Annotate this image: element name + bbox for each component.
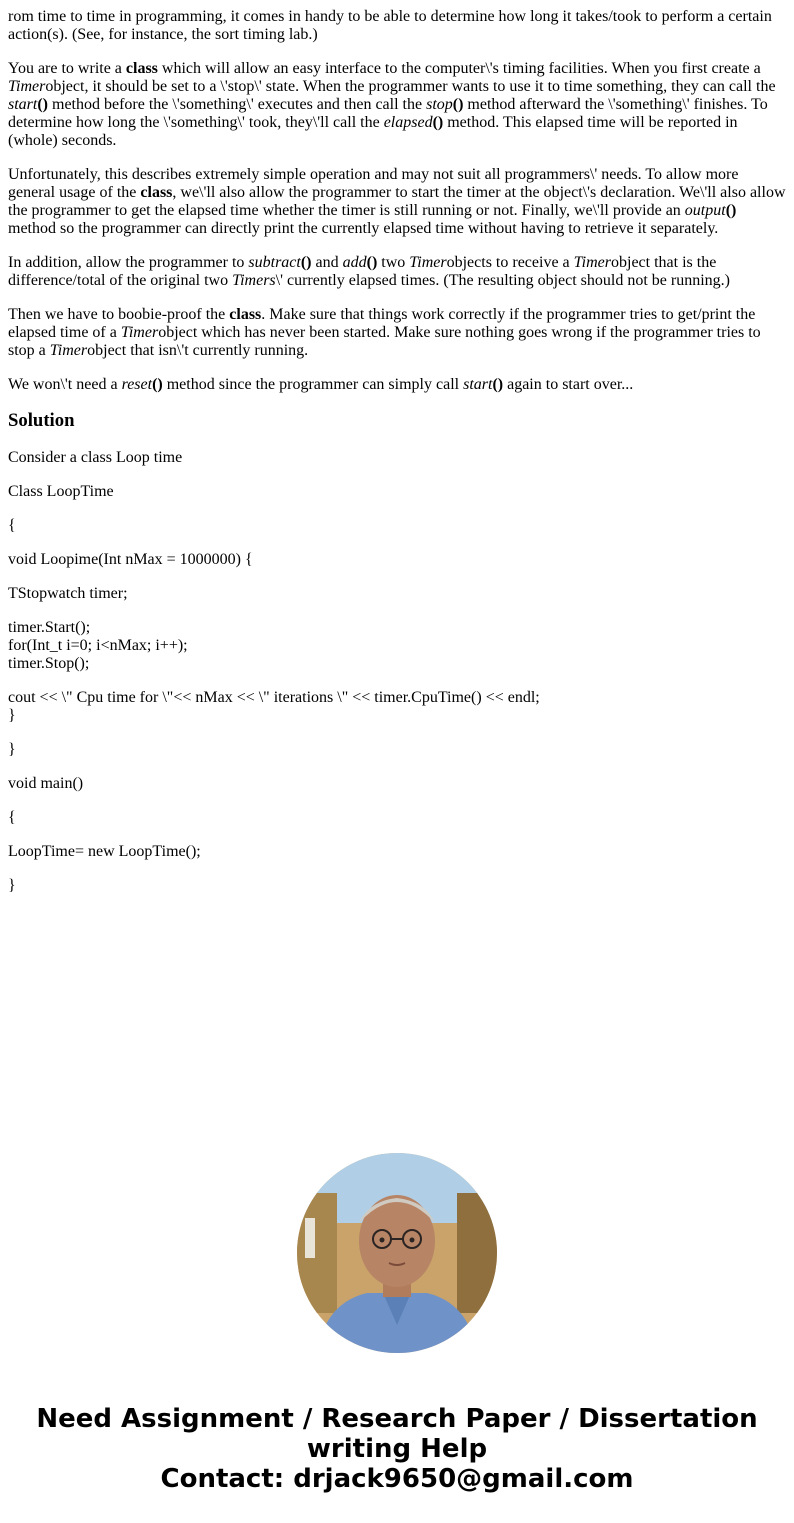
- text-run: (): [37, 96, 48, 113]
- text-run: (): [725, 202, 737, 219]
- ad-line-1: Need Assignment / Research Paper / Dissertation: [36, 1404, 758, 1434]
- code-line: }: [8, 707, 16, 724]
- text-run: subtract: [248, 254, 301, 271]
- text-run: Then we have to boobie-proof the: [8, 306, 230, 323]
- text-run: class: [229, 306, 262, 323]
- text-run: object which has never been started. Make sure nothing goes wrong if the programmer tries to stop a: [8, 324, 761, 359]
- document-body: [8, 8, 788, 911]
- code-line: for(Int_t i=0; i<nMax; i++);: [8, 637, 188, 654]
- text-run: . Make sure that things work correctly if the programmer tries to get/print the elapsed time of a: [8, 306, 756, 341]
- method-signature: void Loopime(Int nMax = 1000000) {: [8, 551, 253, 568]
- text-run: start: [463, 376, 493, 393]
- problem-paragraph-3: [8, 166, 788, 238]
- text-run: You are to write a: [8, 60, 126, 77]
- text-run: add: [342, 254, 367, 271]
- timer-code-block: [8, 619, 788, 673]
- text-run: Unfortunately, this describes extremely simple operation and may not suit all programmers\' needs. To allow more general usage of the: [8, 166, 739, 201]
- text-run: (): [152, 376, 163, 393]
- stopwatch-declaration: TStopwatch timer;: [8, 585, 128, 602]
- text-run: method since the programmer can simply call: [162, 376, 464, 393]
- text-run: We won\'t need a: [8, 376, 122, 393]
- text-run: class: [140, 184, 173, 201]
- help-advertisement: [0, 1404, 794, 1494]
- ad-line-2: writing Help: [306, 1434, 488, 1464]
- text-run: Timer: [409, 254, 447, 271]
- text-run: reset: [121, 376, 153, 393]
- portrait-image: [297, 1153, 497, 1353]
- text-run: which will allow an easy interface to the computer\'s timing facilities. When you first create a: [157, 60, 761, 77]
- class-declaration: Class LoopTime: [8, 483, 114, 500]
- text-run: (): [452, 96, 464, 113]
- text-run: class: [125, 60, 158, 77]
- author-avatar: [297, 1153, 497, 1353]
- code-line: cout << \" Cpu time for \"<< nMax << \" iterations \" << timer.CpuTime() << endl;: [8, 689, 540, 706]
- text-run: Timer: [573, 254, 611, 271]
- text-run: method. This elapsed time will be reported in (whole) seconds.: [8, 114, 738, 149]
- close-brace: }: [8, 877, 16, 894]
- text-run: output: [684, 202, 726, 219]
- text-run: stop: [426, 96, 453, 113]
- text-run: Timers: [232, 272, 276, 289]
- open-brace: {: [8, 809, 16, 826]
- close-brace: }: [8, 741, 16, 758]
- text-run: method afterward the \'something\' finishes. To determine how long the \'something\' took, they\'ll call the: [8, 96, 768, 131]
- text-run: two: [377, 254, 410, 271]
- solution-heading: Solution: [8, 410, 75, 431]
- text-run: Timer: [8, 78, 46, 95]
- text-run: Timer: [120, 324, 159, 341]
- text-run: (): [492, 376, 504, 393]
- output-code-block: [8, 689, 788, 725]
- open-brace: {: [8, 517, 16, 534]
- text-run: start: [8, 96, 38, 113]
- code-line: timer.Stop();: [8, 655, 90, 672]
- ad-contact-line: Contact: drjack9650@gmail.com: [160, 1464, 634, 1494]
- text-run: Timer: [49, 342, 88, 359]
- text-run: (): [432, 114, 444, 131]
- problem-paragraph-5: [8, 306, 788, 360]
- text-run: and: [311, 254, 343, 271]
- text-run: object, it should be set to a \'stop\' state. When the programmer wants to use it to time something, they can call the: [45, 78, 776, 95]
- problem-paragraph-2: [8, 60, 788, 150]
- main-signature: void main(): [8, 775, 84, 792]
- text-run: elapsed: [383, 114, 433, 131]
- problem-paragraph-6: [8, 376, 788, 394]
- text-run: method so the programmer can directly print the currently elapsed time without having to retrieve it separately.: [8, 220, 719, 237]
- problem-paragraph-4: [8, 254, 788, 290]
- text-run: In addition, allow the programmer to: [8, 254, 249, 271]
- text-run: (): [300, 254, 312, 271]
- text-run: object that is the difference/total of the original two: [8, 254, 717, 289]
- text-run: (): [366, 254, 378, 271]
- text-run: object that isn\'t currently running.: [87, 342, 309, 359]
- code-line: timer.Start();: [8, 619, 91, 636]
- text-run: method before the \'something\' executes and then call the: [48, 96, 427, 113]
- text-run: objects to receive a: [446, 254, 574, 271]
- text-run: , we\'ll also allow the programmer to start the timer at the object\'s declaration. We\'ll also allow the programmer to get the elapsed time whether the timer is still running or not. Finally, we\'ll provide an: [8, 184, 786, 219]
- text-run: \' currently elapsed times. (The resulting object should not be running.): [275, 272, 730, 289]
- text-run: again to start over...: [503, 376, 634, 393]
- instantiation-line: LoopTime= new LoopTime();: [8, 843, 201, 860]
- solution-intro: Consider a class Loop time: [8, 449, 183, 466]
- problem-paragraph-1: rom time to time in programming, it comes in handy to be able to determine how long it takes/took to perform a certain action(s). (See, for instance, the sort timing lab.): [8, 8, 772, 43]
